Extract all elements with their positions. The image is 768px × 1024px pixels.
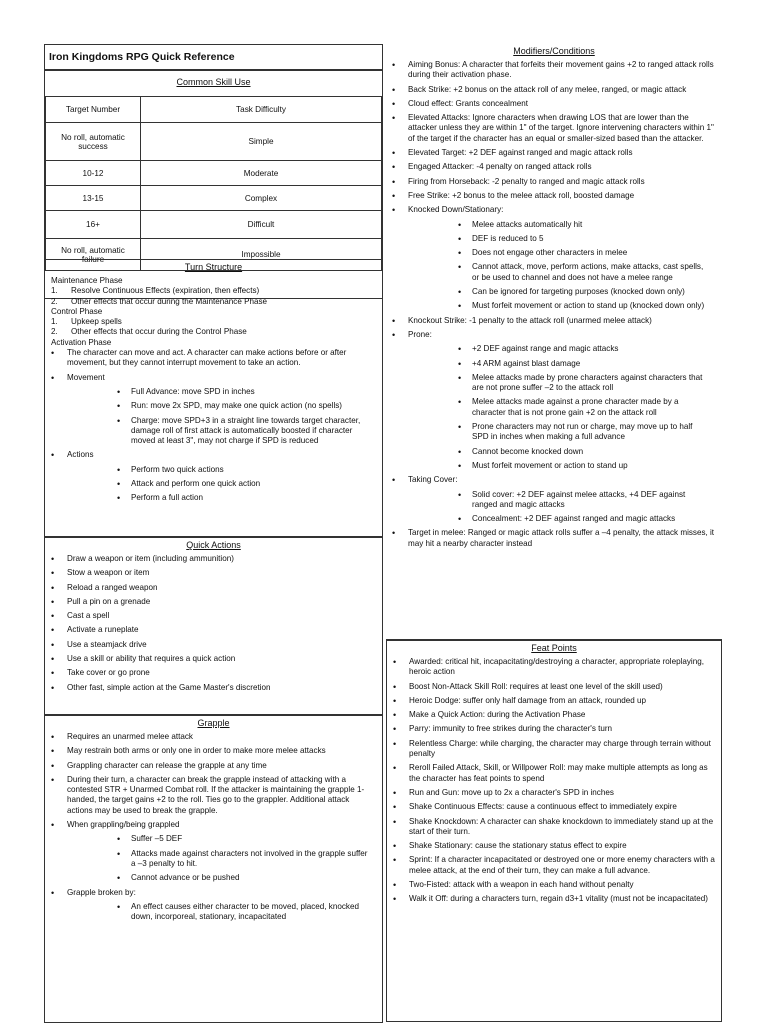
list-item: • Make a Quick Action: during the Activation Phase [387,710,721,720]
taking-cover-list [408,490,716,525]
list-item: • Run and Gun: move up to 2x a character's SPD in inches [387,788,721,798]
activation-list [45,348,382,504]
modifiers-list [386,60,722,549]
list-item: • Concealment: +2 DEF against ranged and magic attacks [408,514,716,524]
difficulty-cell: Impossible [141,239,382,271]
grapple-heading: Grapple [197,718,230,728]
list-item [386,475,722,524]
list-item: • Take cover or go prone [45,668,382,678]
list-item: • Reroll Failed Attack, Skill, or Willpower Roll: may make multiple attempts as long as the character has feat points to spend [387,763,721,784]
item-text: Other effects that occur during the Control Phase [71,327,247,337]
modifiers-section [386,44,722,640]
list-item: • May restrain both arms or only one in order to make more melee attacks [45,746,382,756]
list-item [386,330,722,471]
column-header-task-difficulty: Task Difficulty [141,97,382,123]
grapple-list [45,732,382,922]
actions-list [67,465,376,504]
list-item: • +2 DEF against range and magic attacks [408,344,716,354]
movement-list [67,387,376,446]
numbered-item [45,286,382,296]
list-item: • Cannot become knocked down [408,447,716,457]
when-grappling-list [67,834,376,883]
list-item: • Target in melee: Ranged or magic attack rolls suffer a –4 penalty, the attack misses, it may hit a nearby character instead [386,528,722,549]
list-item: • Use a skill or ability that requires a quick action [45,654,382,664]
target-number-cell: No roll, automatic failure [46,239,141,271]
table-row [46,186,382,211]
table-row [46,211,382,239]
list-item [45,820,382,883]
list-item: • Attacks made against characters not involved in the grapple suffer a –3 penalty to hit. [67,849,376,870]
list-item: • Run: move 2x SPD, may make one quick action (no spells) [67,401,376,411]
list-item: • Cannot advance or be pushed [67,873,376,883]
list-item: • Shake Knockdown: A character can shake knockdown to immediately stand up at the start of their turn. [387,817,721,838]
taking-cover-label: Taking Cover: [408,475,458,485]
item-number: 2. [51,327,58,337]
list-item: • During their turn, a character can break the grapple instead of attacking with a contested STR + Unarmed Combat roll. If the attacker is maintaining the grapple 1-handed, the target gains +2 to the roll. Ties go to the grappler. Additional attack actions may be used to break the grapple. [45,775,382,816]
item-text: Resolve Continuous Effects (expiration, then effects) [71,286,260,296]
page-title: Iron Kingdoms RPG Quick Reference [49,51,235,63]
control-phase-label: Control Phase [51,306,103,316]
list-item: • Sprint: If a character incapacitated or destroyed one or more enemy characters with a melee attack, at the end of their turn, they can make a full advance. [387,855,721,876]
list-item: • Pull a pin on a grenade [45,597,382,607]
table-row [46,161,382,186]
quick-actions-heading: Quick Actions [186,540,241,550]
list-item: • DEF is reduced to 5 [408,234,716,244]
list-item: • Draw a weapon or item (including ammunition) [45,554,382,564]
quick-actions-list [45,554,382,693]
list-item: • Shake Stationary: cause the stationary status effect to expire [387,841,721,851]
list-item: • Walk it Off: during a characters turn, regain d3+1 vitality (must not be incapacitated) [387,894,721,904]
list-item: • Melee attacks made by prone characters against characters that are not prone suffer –2 to the attack roll [408,373,716,394]
list-item: • Awarded: critical hit, incapacitating/destroying a character, appropriate roleplaying, heroic action [387,657,721,678]
table-header-row [46,97,382,123]
modifiers-heading: Modifiers/Conditions [513,46,595,56]
item-number: 1. [51,317,58,327]
difficulty-cell: Simple [141,123,382,161]
item-number: 2. [51,296,58,306]
target-number-cell: No roll, automatic success [46,123,141,161]
grapple-broken-list [67,902,376,923]
list-item [45,373,382,447]
list-item: • Heroic Dodge: suffer only half damage from an attack, rounded up [387,696,721,706]
movement-label: Movement [67,372,105,382]
list-item: • Can be ignored for targeting purposes (knocked down only) [408,287,716,297]
feat-points-list [387,657,721,905]
list-item: • Relentless Charge: while charging, the character may charge through terrain without penalty [387,739,721,760]
list-item: • Activate a runeplate [45,625,382,635]
difficulty-cell: Complex [141,186,382,211]
list-item: • Cannot attack, move, perform actions, make attacks, cast spells, or be used to channel and does not have a melee range [408,262,716,283]
list-item: • Firing from Horseback: -2 penalty to ranged and magic attack rolls [386,177,722,187]
list-item: • Perform two quick actions [67,465,376,475]
actions-label: Actions [67,450,94,460]
list-item: • Aiming Bonus: A character that forfeits their movement gains +2 to ranged attack rolls during their activation phase. [386,60,722,81]
list-item: • Stow a weapon or item [45,568,382,578]
list-item: • Shake Continuous Effects: cause a continuous effect to immediately expire [387,802,721,812]
list-item: • Other fast, simple action at the Game Master's discretion [45,683,382,693]
list-item: • Cloud effect: Grants concealment [386,99,722,109]
list-item: • Reload a ranged weapon [45,583,382,593]
list-item [45,450,382,503]
target-number-cell: 16+ [46,211,141,239]
list-item: • Does not engage other characters in melee [408,248,716,258]
knocked-down-list [408,220,716,312]
list-item: • Elevated Target: +2 DEF against ranged and magic attack rolls [386,148,722,158]
list-item: • Full Advance: move SPD in inches [67,387,376,397]
difficulty-cell: Difficult [141,211,382,239]
difficulty-cell: Moderate [141,161,382,186]
list-item: • Knockout Strike: -1 penalty to the attack roll (unarmed melee attack) [386,316,722,326]
list-item: • An effect causes either character to be moved, placed, knocked down, incorporeal, stationary, incapacitated [67,902,376,923]
prone-list [408,344,716,471]
list-item: • Parry: immunity to free strikes during the character's turn [387,724,721,734]
list-item: • +4 ARM against blast damage [408,359,716,369]
list-item: • Boost Non-Attack Skill Roll: requires at least one level of the skill used) [387,682,721,692]
feat-points-heading: Feat Points [531,643,577,653]
list-item: • Must forfeit movement or action to stand up (knocked down only) [408,301,716,311]
numbered-item [45,317,382,327]
target-number-cell: 13-15 [46,186,141,211]
list-item: • Elevated Attacks: Ignore characters when drawing LOS that are lower than the attacker unless they are within 1" of the target. Ignore intervening characters within 1" of the target if the character has an equal or smaller-sized based than the attacker. [386,113,722,144]
numbered-item [45,297,382,307]
list-item [45,888,382,923]
activation-phase-label: Activation Phase [51,337,112,347]
list-item: • Solid cover: +2 DEF against melee attacks, +4 DEF against ranged and magic attacks [408,490,716,511]
list-item [386,205,722,311]
feat-points-section [386,640,722,1022]
list-item: • Suffer –5 DEF [67,834,376,844]
grapple-broken-label: Grapple broken by: [67,887,136,897]
quick-actions-section [44,537,383,715]
item-number: 1. [51,286,58,296]
skill-table [45,96,382,271]
list-item: • Use a steamjack drive [45,640,382,650]
list-item: • Two-Fisted: attack with a weapon in each hand without penalty [387,880,721,890]
list-item: • Engaged Attacker: -4 penalty on ranged attack rolls [386,162,722,172]
item-text: Other effects that occur during the Maintenance Phase [71,296,268,306]
list-item: • Prone characters may not run or charge, may move up to half SPD in inches when making a full advance [408,422,716,443]
list-item: • Must forfeit movement or action to stand up [408,461,716,471]
maintenance-phase-label: Maintenance Phase [51,276,123,285]
list-item: • The character can move and act. A character can make actions before or after movement, but they cannot interrupt movement to take an action. [45,348,382,369]
list-item: • Melee attacks made against a prone character made by a character that is not prone gain +2 on the attack roll [408,397,716,418]
table-row [46,123,382,161]
list-item: • Cast a spell [45,611,382,621]
title-box [44,44,383,70]
list-item: • Attack and perform one quick action [67,479,376,489]
item-text: Upkeep spells [71,317,122,327]
list-item: • Charge: move SPD+3 in a straight line towards target character, damage roll of first attack is automatically boosted if character moved at least 3", may not charge if SPD is reduced [67,416,376,447]
list-item: • Melee attacks automatically hit [408,220,716,230]
list-item: • Free Strike: +2 bonus to the melee attack roll, boosted damage [386,191,722,201]
list-item: • Perform a full action [67,493,376,503]
when-grappling-label: When grappling/being grappled [67,820,180,830]
knocked-down-label: Knocked Down/Stationary: [408,205,504,215]
column-header-target-number: Target Number [46,97,141,123]
turn-structure-heading: Turn Structure [184,262,243,272]
list-item: • Back Strike: +2 bonus on the attack roll of any melee, ranged, or magic attack [386,85,722,95]
turn-structure-section [44,259,383,537]
grapple-section [44,715,383,1023]
list-item: • Requires an unarmed melee attack [45,732,382,742]
prone-label: Prone: [408,329,432,339]
numbered-item [45,327,382,337]
common-skill-use-heading: Common Skill Use [176,77,251,87]
list-item: • Grappling character can release the grapple at any time [45,761,382,771]
target-number-cell: 10-12 [46,161,141,186]
